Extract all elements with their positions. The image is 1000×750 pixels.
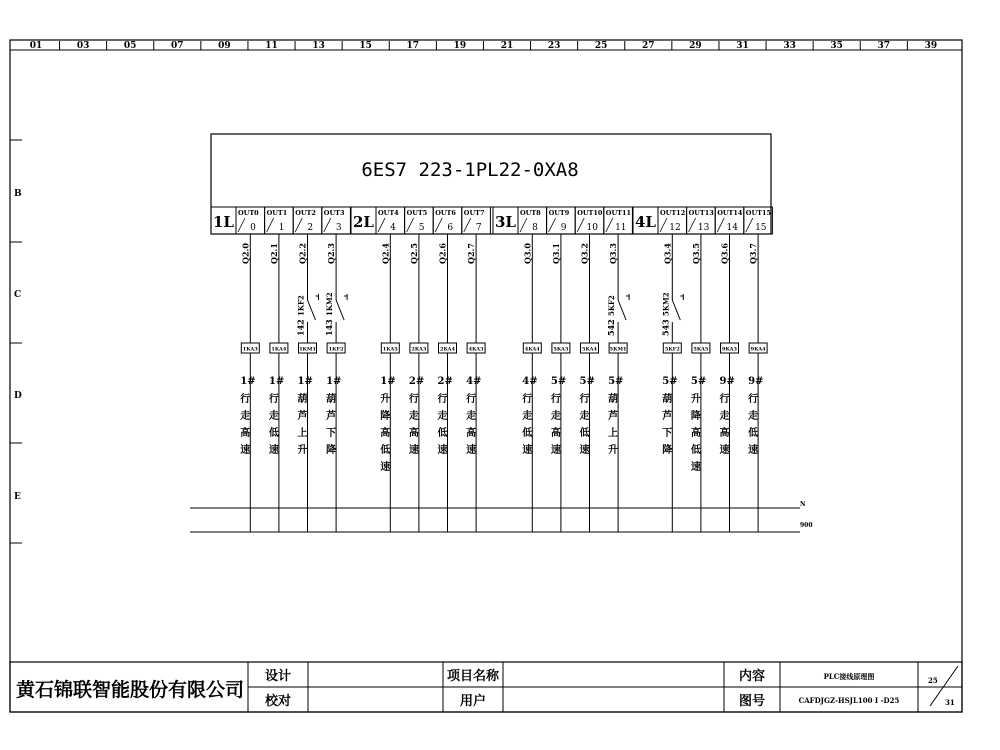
- terminal-slash: [407, 218, 414, 232]
- terminal-out-label: OUT9: [548, 209, 570, 217]
- column-number: 19: [453, 41, 467, 51]
- function-description-line: 5#: [608, 376, 624, 387]
- relay-coil-label: 9KA4: [750, 346, 766, 353]
- terminal-number: 3: [335, 223, 342, 233]
- function-description: [748, 376, 763, 456]
- function-description-line: 9#: [748, 376, 764, 387]
- function-description: [720, 376, 735, 456]
- return-bus-label: 900: [800, 522, 813, 529]
- terminal-number: 13: [697, 223, 710, 233]
- column-number: 25: [594, 41, 608, 51]
- row-letter-ruler: [10, 140, 22, 543]
- function-description-line: 速: [268, 445, 279, 456]
- function-description: [551, 376, 566, 456]
- function-description-line: 4#: [522, 376, 538, 387]
- function-description: [608, 376, 623, 456]
- function-description-line: 走: [408, 411, 419, 422]
- column-number: 05: [123, 41, 137, 51]
- terminal-out-label: OUT7: [463, 209, 485, 217]
- function-description-line: 1#: [326, 376, 342, 387]
- function-description-line: 低: [268, 428, 279, 439]
- neutral-bus-label: N: [800, 501, 806, 508]
- output-address: Q3.4: [662, 243, 673, 264]
- function-description-line: 5#: [690, 376, 707, 387]
- terminal-slash: [324, 218, 331, 232]
- function-description-line: 速: [690, 462, 701, 473]
- drawing-number-value: CAFDJGZ-HSJL100 I -D25: [798, 696, 900, 705]
- row-letter: E: [14, 492, 21, 502]
- function-description-line: 行: [240, 394, 251, 405]
- terminal-out-label: OUT15: [745, 209, 772, 217]
- interlock-contact-tag: 1KF2: [296, 295, 306, 316]
- function-description-line: 速: [522, 445, 533, 456]
- terminal-common-label: 1L: [213, 213, 234, 231]
- function-description-line: 速: [466, 445, 477, 456]
- function-description: [580, 376, 595, 456]
- column-number: 33: [783, 41, 796, 51]
- terminal-out-label: OUT14: [717, 209, 743, 217]
- function-description-line: 2#: [408, 376, 425, 387]
- interlock-wire-number: 543: [660, 319, 671, 336]
- terminal-out-label: OUT5: [406, 209, 428, 217]
- function-description-line: 9#: [719, 376, 735, 387]
- column-number: 37: [877, 41, 891, 51]
- terminal-out-label: OUT3: [323, 209, 345, 217]
- function-description-line: 行: [466, 394, 477, 405]
- relay-coil-label: 1KA3: [242, 346, 258, 353]
- terminal-out-label: OUT1: [266, 209, 288, 217]
- sheet-total-number: 31: [945, 698, 955, 707]
- column-number: 17: [406, 41, 420, 51]
- user-label: 用户: [459, 694, 487, 709]
- output-address: Q2.0: [240, 243, 251, 264]
- interlock-contact: [336, 300, 344, 320]
- function-description-line: 下: [662, 428, 673, 439]
- function-description-line: 5#: [579, 376, 595, 387]
- output-address: Q2.1: [268, 243, 279, 264]
- function-description: [662, 376, 677, 456]
- function-description-line: 高: [690, 428, 701, 439]
- terminal-number: 14: [726, 223, 738, 233]
- output-address: Q3.5: [690, 243, 701, 264]
- function-description: [269, 376, 284, 456]
- terminal-number: 1: [278, 223, 285, 233]
- plc-model-number: 6ES7 223-1PL22-0XA8: [361, 159, 579, 181]
- column-number: 27: [642, 41, 655, 51]
- relay-coil-label: 5KM1: [609, 346, 627, 353]
- column-number: 39: [924, 41, 938, 51]
- function-description-line: 葫: [662, 394, 673, 405]
- function-description-line: 2#: [437, 376, 453, 387]
- row-letter: D: [14, 391, 22, 401]
- function-description-line: 芦: [326, 411, 337, 422]
- function-description-line: 低: [579, 428, 590, 439]
- function-description-line: 上: [297, 428, 308, 439]
- relay-coil-label: 1KA4: [271, 346, 287, 353]
- interlock-contact-tag: 5KF2: [607, 295, 617, 316]
- terminal-out-label: OUT0: [238, 209, 259, 217]
- function-description-line: 行: [437, 394, 448, 405]
- interlock-wire-number: 542: [606, 319, 617, 336]
- output-address: Q2.3: [326, 243, 337, 264]
- function-description-line: 葫: [326, 394, 337, 405]
- function-description-line: 速: [719, 445, 730, 456]
- terminal-out-label: OUT6: [435, 209, 456, 217]
- function-description-line: 低: [748, 428, 759, 439]
- output-address: Q2.2: [297, 243, 308, 264]
- terminal-slash: [295, 218, 302, 232]
- terminal-slash: [378, 218, 385, 232]
- output-address: Q2.6: [437, 243, 448, 264]
- terminal-slash: [435, 218, 442, 232]
- relay-coil-label: 5KA4: [582, 346, 597, 353]
- interlock-wire-number: 143: [324, 319, 335, 336]
- design-label: 设计: [264, 669, 292, 684]
- function-description-line: 走: [748, 411, 759, 422]
- output-address: Q2.7: [466, 243, 477, 264]
- function-description-line: 高: [719, 428, 730, 439]
- function-description-line: 1#: [240, 376, 256, 387]
- function-description-line: 高: [380, 428, 391, 439]
- relay-coil-label: 1KA5: [382, 346, 398, 353]
- output-address: Q3.6: [719, 243, 730, 264]
- company-name: 黄石锦联智能股份有限公司: [15, 679, 245, 701]
- terminal-number: 6: [447, 223, 454, 233]
- content-value: PLC接线原理图: [823, 672, 875, 681]
- relay-coil-label: 4KA4: [524, 346, 540, 353]
- interlock-contact-tag: 1KM2: [325, 292, 335, 316]
- interlock-contact-tag: 5KM2: [661, 292, 671, 316]
- relay-coil-label: 2KA4: [440, 346, 455, 353]
- function-description: [380, 376, 395, 473]
- row-letter: B: [14, 189, 22, 199]
- relay-coil-label: 5KA5: [693, 346, 709, 353]
- output-address: Q2.4: [380, 243, 391, 264]
- function-description-line: 葫: [608, 394, 619, 405]
- terminal-number: 7: [475, 223, 482, 233]
- terminal-out-label: OUT4: [378, 209, 399, 217]
- function-description-line: 走: [268, 411, 279, 422]
- function-description-line: 速: [748, 445, 759, 456]
- function-description: [409, 376, 424, 456]
- function-description-line: 5#: [662, 376, 678, 387]
- function-description-line: 低: [522, 428, 533, 439]
- terminal-out-label: OUT11: [605, 209, 632, 217]
- terminal-slash: [689, 218, 696, 232]
- function-description-line: 芦: [608, 411, 619, 422]
- function-description: [522, 376, 537, 456]
- terminal-number: 2: [307, 223, 314, 233]
- function-description-line: 走: [466, 411, 477, 422]
- function-description-line: 4#: [466, 376, 482, 387]
- relay-coil-label: 1KM1: [299, 346, 316, 353]
- function-description: [691, 376, 706, 473]
- output-address: Q2.5: [408, 243, 419, 264]
- terminal-number: 0: [250, 223, 256, 233]
- terminal-slash: [577, 218, 584, 232]
- terminal-common-label: 3L: [495, 213, 516, 231]
- function-description-line: 降: [380, 411, 391, 422]
- function-description-line: 高: [550, 428, 561, 439]
- function-description: [438, 376, 453, 456]
- function-description-line: 行: [268, 394, 279, 405]
- interlock-wire-number: 142: [295, 319, 306, 336]
- terminal-slash: [746, 218, 753, 232]
- function-description-line: 低: [437, 428, 448, 439]
- function-description-line: 1#: [380, 376, 396, 387]
- column-number: 07: [171, 41, 184, 51]
- function-description-line: 速: [550, 445, 561, 456]
- function-description-line: 升: [608, 445, 619, 456]
- function-description-line: 行: [522, 394, 533, 405]
- function-description-line: 速: [240, 445, 251, 456]
- output-address: Q3.2: [579, 243, 590, 264]
- function-description: [326, 376, 341, 456]
- function-description-line: 速: [380, 462, 391, 473]
- column-number: 35: [830, 41, 843, 51]
- column-number: 09: [218, 41, 231, 51]
- terminal-number: 5: [418, 223, 425, 233]
- relay-coil-label: 2KA3: [411, 346, 427, 353]
- function-description-line: 1#: [268, 376, 285, 387]
- output-address: Q3.1: [550, 243, 561, 264]
- function-description-line: 低: [690, 445, 701, 456]
- function-description-line: 走: [437, 411, 448, 422]
- relay-coil-label: 1KF2: [328, 346, 344, 353]
- function-description-line: 5#: [550, 376, 567, 387]
- terminal-slash: [549, 218, 556, 232]
- function-description-line: 行: [550, 394, 561, 405]
- sheet-current-number: 25: [928, 676, 938, 685]
- output-address: Q3.3: [608, 243, 619, 264]
- function-description-line: 速: [579, 445, 590, 456]
- function-description-line: 行: [719, 394, 730, 405]
- title-block: [10, 662, 962, 712]
- terminal-number: 10: [586, 223, 598, 233]
- plc-terminal-row: [211, 207, 772, 234]
- relay-coil-label: 4KA3: [468, 346, 484, 353]
- output-address: Q3.0: [522, 243, 533, 264]
- interlock-contact: [618, 300, 626, 320]
- function-description-line: 升: [297, 445, 308, 456]
- function-description-line: 升: [690, 394, 701, 405]
- function-description-line: 速: [408, 445, 419, 456]
- terminal-number: 15: [755, 223, 767, 233]
- terminal-out-label: OUT12: [660, 209, 686, 217]
- function-description-line: 芦: [662, 411, 673, 422]
- terminal-common-label: 2L: [353, 213, 374, 231]
- function-description-line: 降: [662, 445, 673, 456]
- function-description-line: 走: [719, 411, 730, 422]
- function-description-line: 高: [240, 428, 251, 439]
- function-description-line: 1#: [297, 376, 313, 387]
- check-label: 校对: [264, 694, 292, 709]
- function-description-line: 走: [579, 411, 590, 422]
- function-description-line: 上: [608, 428, 619, 439]
- column-number: 13: [312, 41, 325, 51]
- function-description-line: 高: [466, 428, 477, 439]
- column-number: 31: [736, 41, 749, 51]
- project-name-label: 项目名称: [446, 669, 500, 684]
- function-description-line: 高: [408, 428, 419, 439]
- interlock-contact: [672, 300, 680, 320]
- terminal-slash: [464, 218, 471, 232]
- drawing-number-label: 图号: [738, 694, 766, 709]
- interlock-contact: [308, 300, 316, 320]
- terminal-slash: [606, 218, 613, 232]
- terminal-number: 4: [390, 223, 396, 233]
- function-description-line: 葫: [297, 394, 308, 405]
- function-description-line: 走: [522, 411, 533, 422]
- function-description-line: 行: [408, 394, 419, 405]
- function-description: [298, 376, 313, 456]
- terminal-out-label: OUT10: [577, 209, 603, 217]
- terminal-slash: [520, 218, 527, 232]
- terminal-number: 11: [615, 223, 627, 233]
- terminal-number: 8: [532, 223, 538, 233]
- terminal-number: 12: [669, 223, 681, 233]
- terminal-out-label: OUT2: [295, 209, 316, 217]
- function-description-line: 下: [326, 428, 337, 439]
- column-number: 21: [500, 41, 514, 51]
- relay-coil-label: 9KA3: [722, 346, 737, 353]
- content-label: 内容: [738, 669, 766, 684]
- function-description-line: 行: [748, 394, 759, 405]
- output-circuits: [240, 234, 767, 532]
- function-description-line: 芦: [297, 411, 308, 422]
- relay-coil-label: 5KA3: [553, 346, 569, 353]
- terminal-slash: [717, 218, 724, 232]
- function-description-line: 走: [240, 411, 251, 422]
- function-description-line: 升: [380, 394, 391, 405]
- terminal-number: 9: [560, 223, 567, 233]
- bus-lines: [190, 501, 813, 532]
- column-number: 23: [547, 41, 561, 51]
- column-number: 29: [689, 41, 702, 51]
- plc-output-module: [211, 134, 772, 234]
- function-description: [466, 376, 481, 456]
- function-description: [240, 376, 255, 456]
- function-description-line: 走: [550, 411, 561, 422]
- function-description-line: 降: [690, 411, 701, 422]
- column-number: 11: [265, 41, 278, 51]
- terminal-out-label: OUT8: [520, 209, 541, 217]
- row-letter: C: [14, 290, 22, 300]
- terminal-slash: [267, 218, 274, 232]
- function-description-line: 行: [579, 394, 590, 405]
- sheet-border: [10, 40, 962, 712]
- terminal-slash: [660, 218, 667, 232]
- relay-coil-label: 5KF2: [664, 346, 680, 353]
- terminal-slash: [238, 218, 245, 232]
- terminal-out-label: OUT13: [688, 209, 714, 217]
- output-address: Q3.7: [748, 243, 759, 264]
- function-description-line: 速: [437, 445, 448, 456]
- column-number: 01: [29, 41, 43, 51]
- function-description-line: 低: [380, 445, 391, 456]
- terminal-common-label: 4L: [635, 213, 656, 231]
- function-description-line: 降: [326, 445, 337, 456]
- column-number: 03: [76, 41, 90, 51]
- column-number: 15: [359, 41, 372, 51]
